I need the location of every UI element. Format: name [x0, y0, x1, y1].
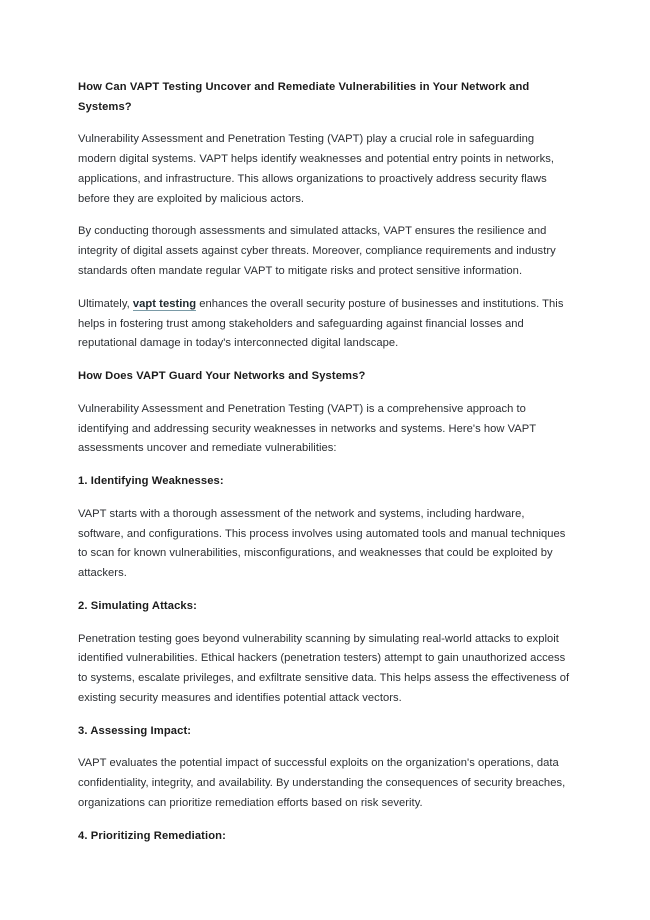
page-title: How Can VAPT Testing Uncover and Remediate Vulnerabilities in Your Network and Systems? [78, 81, 530, 113]
how-does-vapt-guard-paragraph: Vulnerability Assessment and Penetration Testing (VAPT) is a comprehensive approach to identifying and addressing security weaknesses in networks and systems. Here's how VAPT assessments uncover and remediate vulnerabilities: [78, 402, 536, 455]
identifying-weaknesses-paragraph: VAPT starts with a thorough assessment of the network and systems, including hardware, software, and configurations. This process involves using automated tools and manual techniques to scan for known vulnerabilities, misconfigurations, and weaknesses that could be exploited by attackers. [78, 507, 566, 580]
link-paragraph-prefix: Ultimately, [78, 297, 133, 310]
intro-paragraph-1: Vulnerability Assessment and Penetration Testing (VAPT) play a crucial role in safeguarding modern digital systems. VAPT helps identify weaknesses and potential entry points in networks, applications, and infrastructure. This allows organizations to proactively address security flaws before they are exploited by malicious actors. [78, 133, 554, 205]
section-heading-how-does-vapt-guard: How Does VAPT Guard Your Networks and Systems? [78, 370, 366, 383]
intro-paragraph-2: By conducting thorough assessments and simulated attacks, VAPT ensures the resilience and integrity of digital assets against cyber threats. Moreover, compliance requirements and industry standards often mandate regular VAPT to mitigate risks and protect sensitive information. [78, 225, 556, 277]
subheading-assessing-impact: 3. Assessing Impact: [78, 724, 192, 737]
link-paragraph-suffix: enhances the overall security posture of businesses and institutions. This helps in fostering trust among stakeholders and safeguarding against financial losses and reputational damage in today's interconnected digital landscape. [78, 297, 564, 350]
assessing-impact-paragraph: VAPT evaluates the potential impact of successful exploits on the organization's operations, data confidentiality, integrity, and availability. By understanding the consequences of security breaches, organizations can prioritize remediation efforts based on risk severity. [78, 757, 566, 809]
vapt-testing-link[interactable]: vapt testing [132, 297, 197, 310]
subheading-simulating-attacks: 2. Simulating Attacks: [78, 599, 197, 612]
intro-paragraph-with-link [78, 295, 572, 354]
simulating-attacks-paragraph: Penetration testing goes beyond vulnerability scanning by simulating real-world attacks to exploit identified vulnerabilities. Ethical hackers (penetration testers) attempt to gain unauthorized access to systems, escalate privileges, and exfiltrate sensitive data. This helps assess the effectiveness of existing security measures and identifies potential attack vectors. [78, 632, 570, 704]
subheading-prioritizing-remediation: 4. Prioritizing Remediation: [78, 829, 226, 842]
document-body [78, 78, 572, 846]
subheading-identifying-weaknesses: 1. Identifying Weaknesses: [78, 475, 224, 488]
